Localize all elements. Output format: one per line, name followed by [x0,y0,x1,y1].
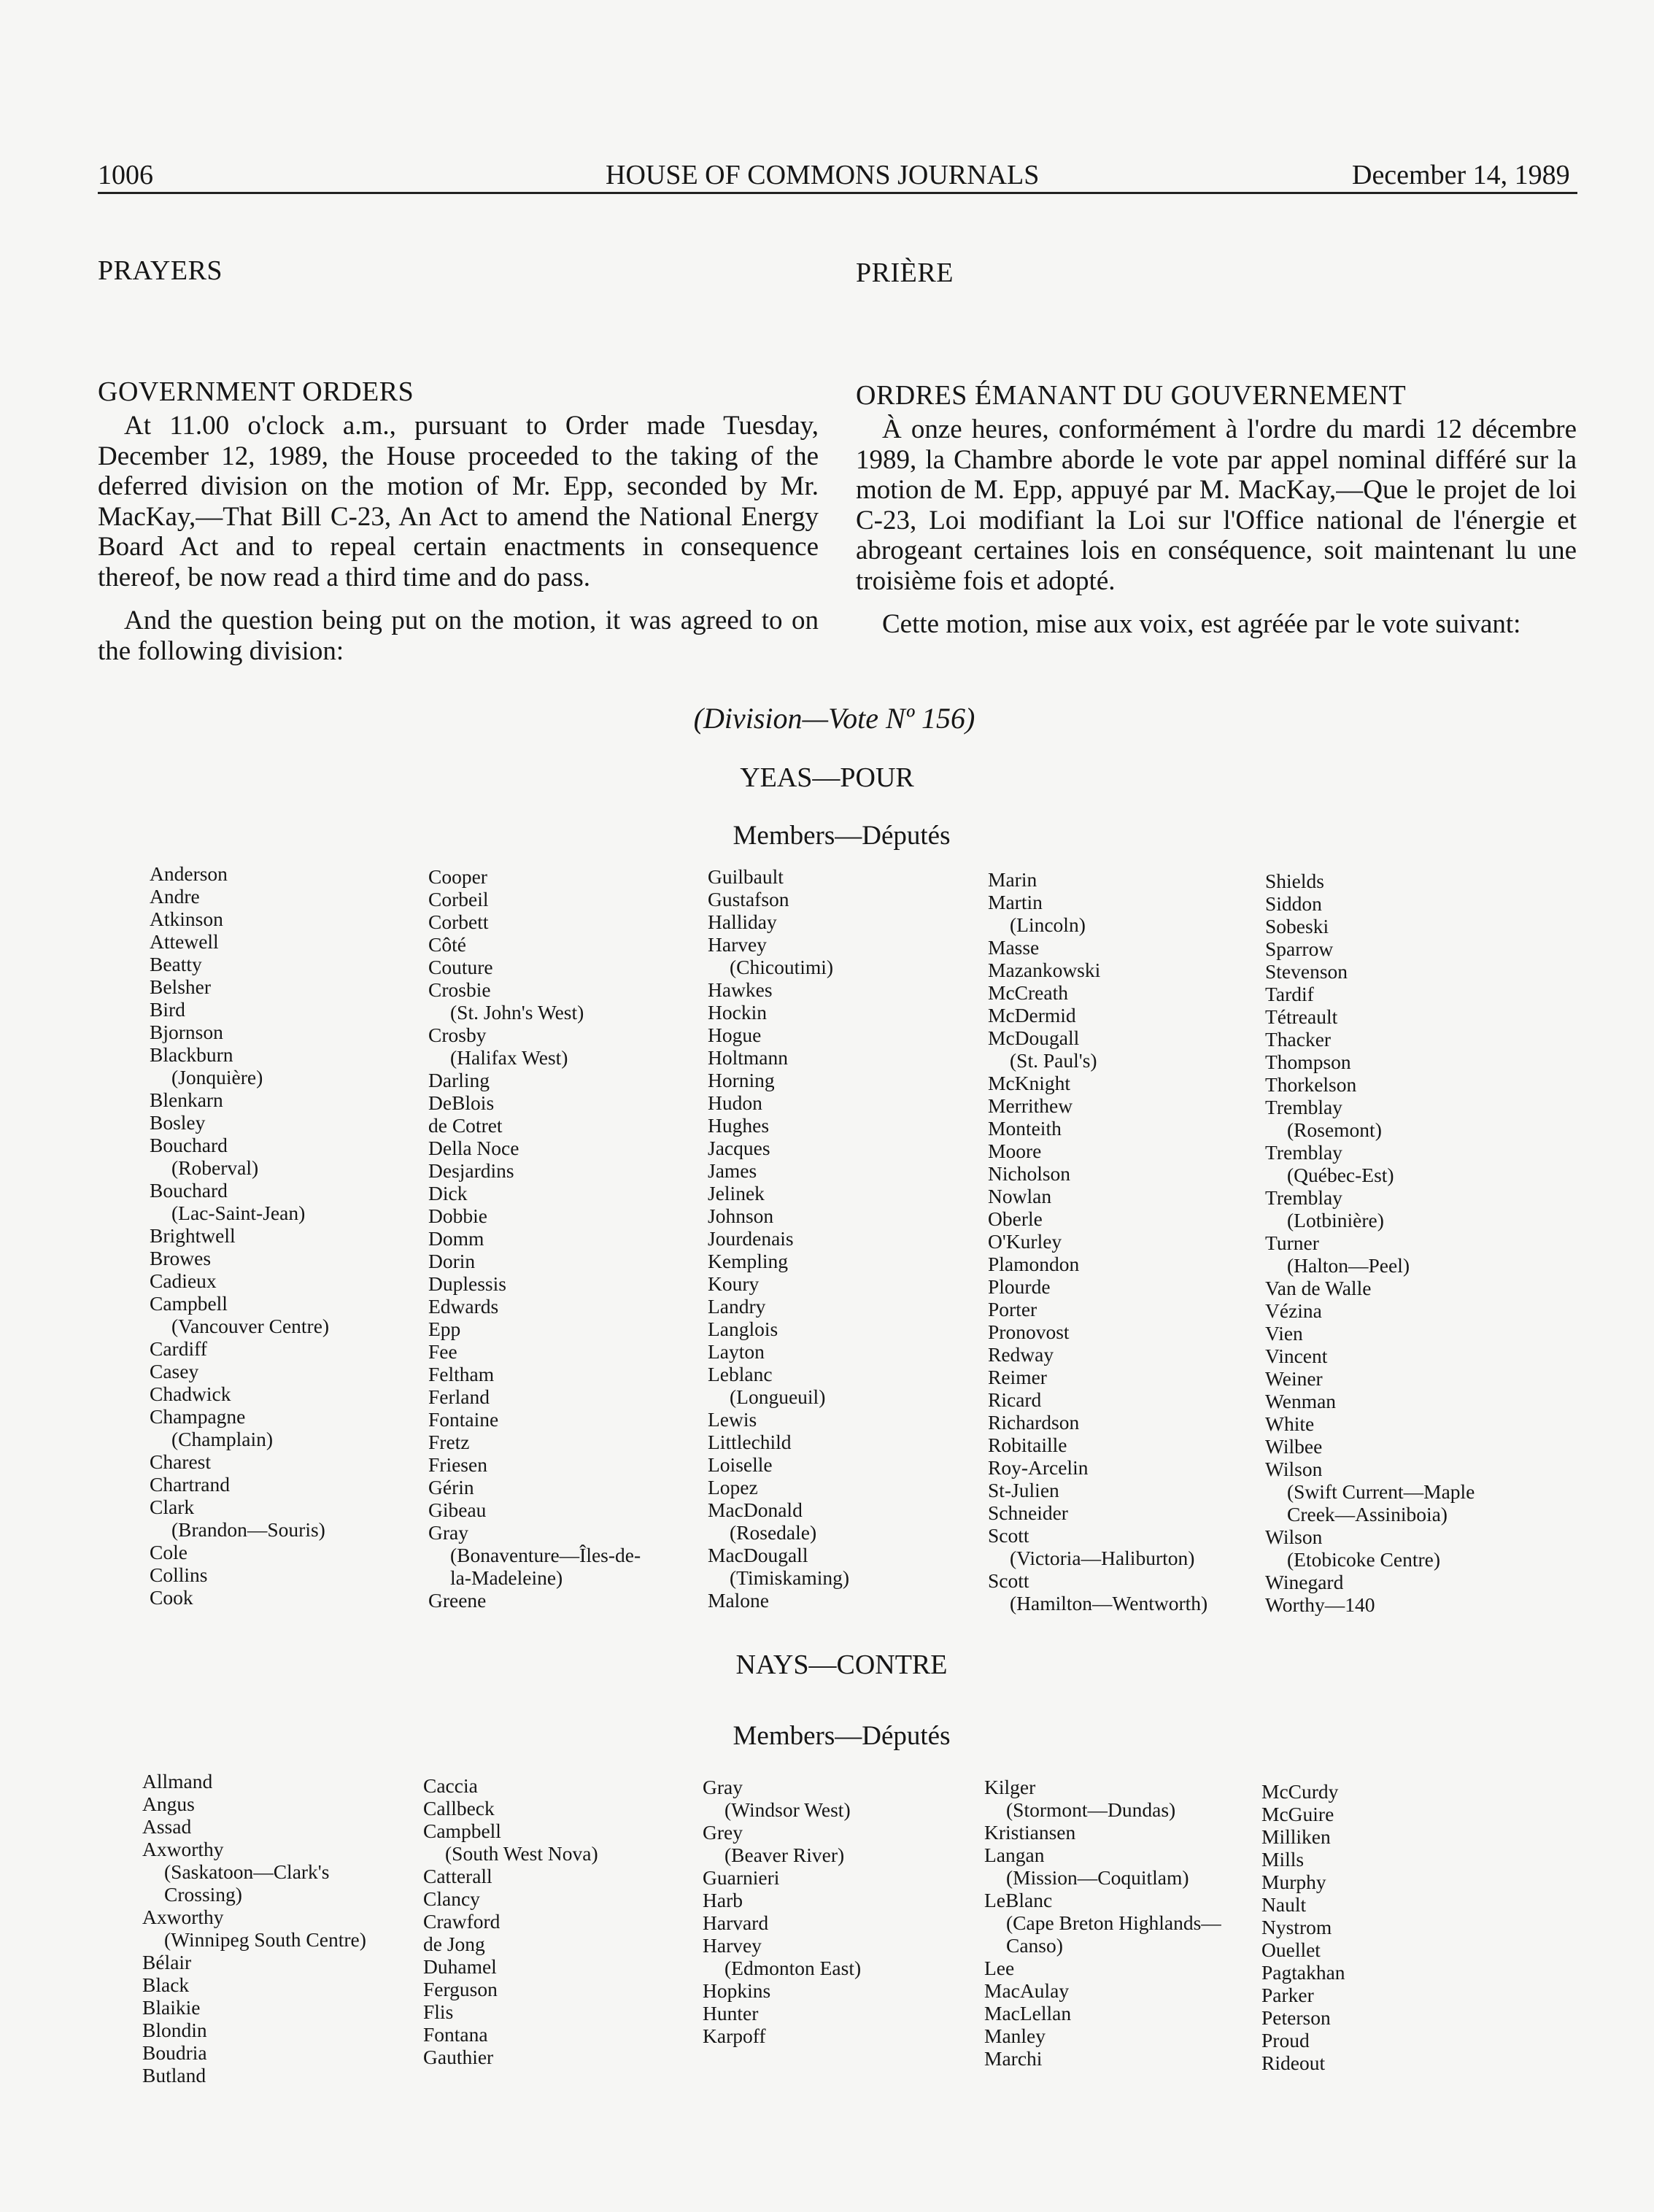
member-riding: (Chicoutimi) [730,956,834,978]
member-name: Karpoff [703,2025,766,2047]
member-name: Hockin [708,1001,767,1024]
member-name: Gustafson [708,888,789,910]
member-name: Hunter [703,2002,759,2025]
member-name: Plourde [988,1275,1051,1298]
member-name: Black [142,1973,190,1996]
gov-orders-paragraph-en: At 11.00 o'clock a.m., pursuant to Order made Tuesday, December 12, 1989, the House proceeded to the taking of the deferred division on the motion of Mr. Epp, seconded by Mr. MacKay,—That Bill C-23, An Act to amend the National Energy Board Act and to repeal certain enactments in consequence thereof, be now read a third time and do pass. [98,411,819,592]
member-name: Charest [150,1450,212,1473]
member-name: Milliken [1261,1825,1331,1848]
member-name: Plamondon [988,1253,1080,1275]
member-name: Ouellet [1261,1938,1321,1961]
member-name: Duhamel [423,1955,497,1978]
member-name: Monteith [988,1117,1062,1140]
member-name: Champagne [150,1405,246,1428]
member-name: Dick [428,1182,468,1204]
member-name: Bélair [142,1951,192,1973]
yeas-heading: YEAS—POUR [740,762,914,793]
member-riding: (Swift Current—Maple [1287,1480,1475,1503]
nays-heading: NAYS—CONTRE [735,1650,948,1680]
member-name: Wilbee [1265,1435,1323,1458]
member-name: de Jong [423,1933,485,1955]
member-name: Holtmann [708,1046,788,1069]
journal-date: December 14, 1989 [1352,160,1570,190]
member-name: McCurdy [1261,1780,1339,1803]
member-name: Allmand [142,1770,213,1793]
member-name: MacLellan [984,2002,1072,2025]
member-name: Langan [984,1844,1045,1866]
member-name: Anderson [150,862,228,885]
member-name: Atkinson [150,908,223,930]
member-name: Crawford [423,1910,501,1933]
journal-title: HOUSE OF COMMONS JOURNALS [606,160,1040,190]
member-name: Hughes [708,1114,770,1137]
member-name: Stevenson [1265,960,1348,983]
member-name: Blackburn [150,1043,233,1066]
member-name: Catterall [423,1865,492,1887]
member-name: Mazankowski [988,959,1101,981]
member-name: Guilbault [708,865,784,888]
member-name: Flis [423,2000,454,2023]
member-name: Fontaine [428,1408,499,1431]
member-riding: (Windsor West) [724,1798,851,1821]
member-riding: (South West Nova) [445,1842,598,1865]
member-riding: (Halton—Peel) [1287,1254,1410,1277]
member-name: Pagtakhan [1261,1961,1345,1984]
member-name: Martin [988,891,1043,913]
member-name: DeBlois [428,1091,495,1114]
member-name: Harb [703,1889,743,1911]
member-name: Chartrand [150,1473,230,1496]
member-name: Boudria [142,2041,207,2064]
gov-orders-paragraph-fr: À onze heures, conformément à l'ordre du mardi 12 décembre 1989, la Chambre aborde le vote par appel nominal différé sur la motion de M. Epp, appuyé par M. MacKay,—Que le projet de loi C-23, Loi modifiant la Loi sur l'Office national de l'énergie et abrogeant certaines lois en conséquence, soit maintenant lu une troisième fois et adopté. [856,414,1577,596]
member-name: Redway [988,1343,1054,1366]
member-name: Desjardins [428,1159,514,1182]
member-name: Bouchard [150,1134,228,1156]
member-riding: Crossing) [164,1883,242,1906]
member-name: Attewell [150,930,219,953]
member-name: Blaikie [142,1996,201,2019]
member-riding: Creek—Assiniboia) [1287,1503,1448,1525]
member-riding: (Roberval) [171,1156,259,1179]
member-name: Browes [150,1247,212,1269]
member-riding: (Brandon—Souris) [171,1518,325,1541]
member-name: Lopez [708,1476,758,1498]
member-riding: (Etobicoke Centre) [1287,1548,1440,1571]
member-name: Guarnieri [703,1866,780,1889]
member-name: Casey [150,1360,199,1382]
member-riding: la-Madeleine) [450,1566,563,1589]
member-riding: Canso) [1006,1934,1063,1957]
member-name: Epp [428,1318,461,1340]
member-name: Gérin [428,1476,474,1498]
member-name: Rideout [1261,2051,1326,2074]
member-name: Winegard [1265,1571,1344,1593]
member-name: Gibeau [428,1498,487,1521]
member-name: Pronovost [988,1320,1070,1343]
member-name: Hopkins [703,1979,771,2002]
member-name: Blenkarn [150,1088,223,1111]
member-riding: (Halifax West) [450,1046,568,1069]
member-name: Campbell [423,1820,501,1842]
member-name: Sparrow [1265,937,1334,960]
member-name: Scott [988,1524,1029,1547]
member-name: Assad [142,1815,192,1838]
member-name: Nystrom [1261,1916,1332,1938]
member-name: Cadieux [150,1269,217,1292]
member-riding: (St. Paul's) [1010,1049,1097,1072]
yeas-column-1 [150,862,329,1609]
member-riding: (Vancouver Centre) [171,1315,330,1337]
member-riding: (Longueuil) [730,1385,826,1408]
member-name: Corbeil [428,888,489,910]
member-name: Loiselle [708,1453,773,1476]
member-name: Proud [1261,2029,1310,2051]
member-name: Clark [150,1496,195,1518]
member-name: White [1265,1412,1315,1435]
member-name: O'Kurley [988,1230,1062,1253]
member-riding: (Winnipeg South Centre) [164,1928,366,1951]
member-name: Hogue [708,1024,762,1046]
member-name: Beatty [150,953,202,975]
member-name: Tardif [1265,983,1314,1005]
member-name: Roy-Arcelin [988,1456,1089,1479]
member-name: Andre [150,885,200,908]
member-name: McCreath [988,981,1068,1004]
member-name: Richardson [988,1411,1080,1434]
yeas-members-heading: Members—Députés [733,821,951,851]
member-riding: (Saskatoon—Clark's [164,1860,330,1883]
member-name: Cook [150,1586,193,1609]
member-name: Van de Walle [1265,1277,1372,1299]
member-name: Caccia [423,1774,478,1797]
member-name: Tremblay [1265,1096,1342,1118]
member-name: Merrithew [988,1094,1073,1117]
member-name: Harvey [708,933,767,956]
nays-members-heading: Members—Députés [733,1721,951,1751]
member-name: Thacker [1265,1028,1332,1051]
member-riding: (Rosedale) [730,1521,817,1544]
member-name: Malone [708,1589,770,1612]
gov-orders-heading-en: GOVERNMENT ORDERS [98,376,414,407]
member-name: Turner [1265,1231,1319,1254]
member-name: Côté [428,933,466,956]
member-name: Angus [142,1793,195,1815]
member-name: Vincent [1265,1345,1328,1367]
yeas-column-5 [1265,870,1475,1616]
member-name: Nault [1261,1893,1307,1916]
member-name: Murphy [1261,1871,1326,1893]
member-name: Sobeski [1265,915,1329,937]
nays-column-3 [703,1776,861,2047]
member-name: Edwards [428,1295,499,1318]
member-name: Hudon [708,1091,762,1114]
nays-column-5 [1261,1780,1345,2074]
member-name: Ferguson [423,1978,498,2000]
yeas-column-3 [708,865,849,1612]
member-name: Siddon [1265,892,1322,915]
member-name: Gray [428,1521,468,1544]
member-name: Bjornson [150,1021,223,1043]
member-name: Collins [150,1563,208,1586]
member-name: Marchi [984,2047,1043,2070]
member-name: Crosby [428,1024,487,1046]
member-name: Wilson [1265,1458,1323,1480]
member-riding: (Rosemont) [1287,1118,1382,1141]
member-name: Leblanc [708,1363,773,1385]
member-name: Parker [1261,1984,1314,2006]
member-name: Callbeck [423,1797,495,1820]
member-riding: (Lincoln) [1010,913,1086,936]
member-name: James [708,1159,757,1182]
member-name: Fee [428,1340,457,1363]
nays-column-2 [423,1774,598,2068]
member-name: Friesen [428,1453,487,1476]
member-name: Gray [703,1776,743,1798]
member-name: Mills [1261,1848,1305,1871]
member-name: Manley [984,2025,1046,2047]
member-name: Littlechild [708,1431,792,1453]
member-name: McDougall [988,1026,1080,1049]
member-name: Layton [708,1340,765,1363]
member-riding: (Lotbinière) [1287,1209,1384,1231]
member-name: MacDougall [708,1544,808,1566]
member-name: McGuire [1261,1803,1334,1825]
member-name: Jacques [708,1137,770,1159]
member-name: LeBlanc [984,1889,1053,1911]
page-number: 1006 [98,160,153,190]
member-riding: (Bonaventure—Îles-de- [450,1544,641,1566]
member-name: Lewis [708,1408,757,1431]
member-name: Cooper [428,865,487,888]
member-riding: (Cape Breton Highlands— [1006,1911,1221,1934]
gov-orders-heading-fr: ORDRES ÉMANANT DU GOUVERNEMENT [856,380,1407,411]
member-name: Scott [988,1569,1029,1592]
nays-column-1 [142,1770,366,2087]
member-name: Ricard [988,1388,1042,1411]
member-name: Della Noce [428,1137,519,1159]
member-name: Couture [428,956,493,978]
member-name: Tétreault [1265,1005,1338,1028]
member-riding: (Victoria—Haliburton) [1010,1547,1195,1569]
member-name: Koury [708,1272,760,1295]
member-name: Kilger [984,1776,1036,1798]
member-name: Halliday [708,910,777,933]
member-name: Fretz [428,1431,470,1453]
member-name: Chadwick [150,1382,231,1405]
member-name: Duplessis [428,1272,506,1295]
member-name: Darling [428,1069,490,1091]
member-name: Vien [1265,1322,1303,1345]
question-paragraph-fr: Cette motion, mise aux voix, est agréée par le vote suivant: [882,609,1521,639]
member-riding: (Mission—Coquitlam) [1006,1866,1189,1889]
prayers-heading-en: PRAYERS [98,255,223,286]
member-name: McKnight [988,1072,1071,1094]
member-name: Dorin [428,1250,476,1272]
member-name: Domm [428,1227,484,1250]
member-riding: (Beaver River) [724,1844,845,1866]
member-name: Wenman [1265,1390,1337,1412]
member-name: Peterson [1261,2006,1331,2029]
member-name: Fontana [423,2023,488,2046]
member-name: Marin [988,868,1037,891]
member-name: Porter [988,1298,1037,1320]
member-name: Harvey [703,1934,762,1957]
member-name: Masse [988,936,1040,959]
member-riding: (St. John's West) [450,1001,584,1024]
member-name: Nicholson [988,1162,1071,1185]
member-name: Oberle [988,1207,1043,1230]
member-name: Feltham [428,1363,495,1385]
member-name: Belsher [150,975,212,998]
member-name: Thorkelson [1265,1073,1357,1096]
member-name: Nowlan [988,1185,1052,1207]
member-name: Clancy [423,1887,480,1910]
member-name: Campbell [150,1292,228,1315]
member-name: Tremblay [1265,1186,1342,1209]
member-name: Greene [428,1589,487,1612]
member-name: Kempling [708,1250,788,1272]
nays-column-4 [984,1776,1221,2070]
member-name: Ferland [428,1385,490,1408]
member-riding: (Champlain) [171,1428,273,1450]
member-name: Grey [703,1821,743,1844]
member-name: Bird [150,998,185,1021]
member-name: McDermid [988,1004,1076,1026]
member-name: Corbett [428,910,489,933]
prayers-heading-fr: PRIÈRE [856,258,954,288]
member-name: Hawkes [708,978,773,1001]
member-name: Worthy—140 [1265,1593,1375,1616]
member-name: Shields [1265,870,1324,892]
member-name: Tremblay [1265,1141,1342,1164]
member-name: Crosbie [428,978,491,1001]
member-name: MacAulay [984,1979,1070,2002]
member-riding: (Jonquière) [171,1066,263,1088]
member-riding: (Edmonton East) [724,1957,862,1979]
member-name: Reimer [988,1366,1047,1388]
question-paragraph-en: And the question being put on the motion, it was agreed to on the following division: [98,606,819,666]
member-name: Horning [708,1069,775,1091]
member-name: Cardiff [150,1337,207,1360]
header-rule [98,192,1577,194]
member-name: Jelinek [708,1182,765,1204]
member-name: St-Julien [988,1479,1059,1501]
member-name: Schneider [988,1501,1068,1524]
yeas-column-4 [988,868,1207,1614]
member-name: de Cotret [428,1114,503,1137]
member-name: Jourdenais [708,1227,794,1250]
member-name: Robitaille [988,1434,1067,1456]
member-name: Brightwell [150,1224,236,1247]
member-name: Wilson [1265,1525,1323,1548]
member-name: Lee [984,1957,1015,1979]
member-name: Bouchard [150,1179,228,1202]
member-name: Dobbie [428,1204,487,1227]
member-name: Langlois [708,1318,778,1340]
member-name: Butland [142,2064,206,2087]
member-name: Harvard [703,1911,769,1934]
member-name: Landry [708,1295,766,1318]
member-name: Bosley [150,1111,206,1134]
member-name: Cole [150,1541,188,1563]
member-riding: (Québec-Est) [1287,1164,1394,1186]
member-name: Gauthier [423,2046,494,2068]
division-title: (Division—Vote Nº 156) [693,702,975,735]
member-name: Axworthy [142,1906,224,1928]
member-riding: (Stormont—Dundas) [1006,1798,1176,1821]
member-riding: (Hamilton—Wentworth) [1010,1592,1208,1614]
member-name: Vézina [1265,1299,1322,1322]
member-name: Johnson [708,1204,774,1227]
member-name: MacDonald [708,1498,803,1521]
member-riding: (Lac-Saint-Jean) [171,1202,306,1224]
member-name: Blondin [142,2019,207,2041]
member-name: Kristiansen [984,1821,1076,1844]
member-name: Weiner [1265,1367,1323,1390]
yeas-column-2 [428,865,641,1612]
member-name: Axworthy [142,1838,224,1860]
member-name: Moore [988,1140,1042,1162]
member-name: Thompson [1265,1051,1351,1073]
member-riding: (Timiskaming) [730,1566,850,1589]
